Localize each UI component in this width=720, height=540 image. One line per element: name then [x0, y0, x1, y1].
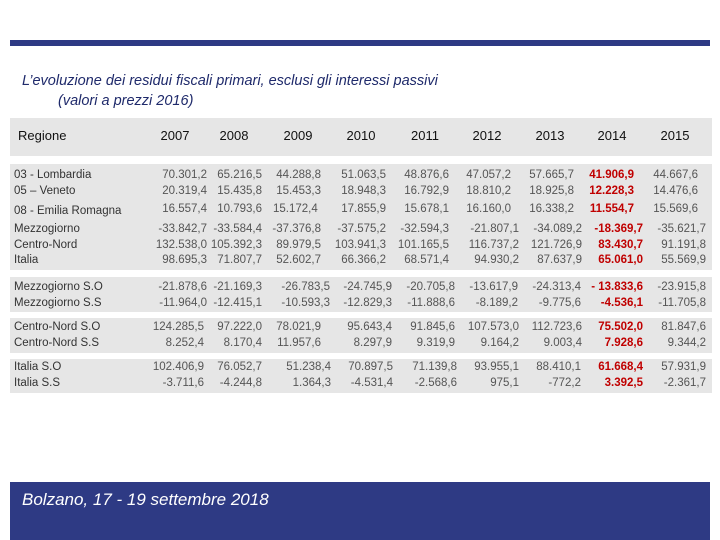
- table-cell: 16.338,2: [529, 203, 574, 215]
- table-cell: -24.745,9 -12.829,3: [343, 281, 392, 309]
- table-cell: 15.172,4: [273, 203, 318, 215]
- row-separator: [10, 312, 712, 318]
- table-cell: 70.897,5 -4.531,4: [348, 361, 393, 389]
- table-cell: -37.376,8 89.979,5 52.602,7: [272, 223, 321, 266]
- table-cell: 93.955,1 975,1: [474, 361, 519, 389]
- table-cell: 97.222,0 8.170,4: [217, 321, 262, 349]
- slide-title: [22, 71, 438, 111]
- top-accent-bar: [10, 40, 710, 46]
- table-cell: 10.793,6: [217, 203, 262, 215]
- table-cell: 16.160,0: [466, 203, 511, 215]
- region-label: 08 - Emilia Romagna: [14, 205, 122, 217]
- year-header: 2008: [219, 128, 249, 143]
- title-line-2: (valori a prezzi 2016): [58, 93, 194, 109]
- row-separator: [10, 156, 712, 164]
- table-cell: -32.594,3 101.165,5 68.571,4: [397, 223, 449, 266]
- table-cell: 81.847,6 9.344,2: [661, 321, 706, 349]
- table-cell: 51.238,4 1.364,3: [286, 361, 331, 389]
- year-header: 2015: [660, 128, 690, 143]
- table-cell-highlight: 75.502,0 7.928,6: [598, 321, 643, 349]
- table-cell: -23.915,8 -11.705,8: [657, 281, 706, 309]
- table-cell: -21.169,3 -12.415,1: [213, 281, 262, 309]
- table-cell: 44.288,8 15.453,3: [276, 169, 321, 197]
- year-header: 2014: [597, 128, 627, 143]
- table-cell: 78.021,9 11.957,6: [276, 321, 321, 349]
- table-cell-highlight: 41.906,9 12.228,3: [589, 169, 634, 197]
- table-cell: 48.876,6 16.792,9: [404, 169, 449, 197]
- table-cell: -21.807,1 116.737,2 94.930,2: [468, 223, 519, 266]
- row-separator: [10, 353, 712, 359]
- year-header: 2011: [411, 128, 439, 143]
- row-separator: [10, 270, 712, 277]
- region-label: Italia S.O Italia S.S: [14, 361, 62, 389]
- table-cell: 15.678,1: [404, 203, 449, 215]
- table-cell: 65.216,5 15.435,8: [217, 169, 262, 197]
- table-cell: -26.783,5 -10.593,3: [281, 281, 330, 309]
- table-cell-highlight: 61.668,4 3.392,5: [598, 361, 643, 389]
- table-cell: 88.410,1 -772,2: [536, 361, 581, 389]
- table-cell-highlight: - 13.833,6 -4.536,1: [591, 281, 643, 309]
- table-cell: 102.406,9 -3.711,6: [152, 361, 204, 389]
- table-cell: 51.063,5 18.948,3: [341, 169, 386, 197]
- table-cell: -34.089,2 121.726,9 87.637,9: [530, 223, 582, 266]
- year-header: 2007: [160, 128, 190, 143]
- region-label: Centro-Nord S.O Centro-Nord S.S: [14, 321, 101, 349]
- region-header: Regione: [18, 128, 67, 143]
- region-label: Mezzogiorno Centro-Nord Italia: [14, 223, 80, 266]
- table-cell: -24.313,4 -9.775,6: [532, 281, 581, 309]
- table-cell: -37.575,2 103.941,3 66.366,2: [334, 223, 386, 266]
- table-cell: 124.285,5 8.252,4: [152, 321, 204, 349]
- table-cell: 76.052,7 -4.244,8: [217, 361, 262, 389]
- table-cell: 15.569,6: [653, 203, 698, 215]
- year-header: 2009: [283, 128, 313, 143]
- table-cell: 71.139,8 -2.568,6: [412, 361, 457, 389]
- table-cell: 57.931,9 -2.361,7: [661, 361, 706, 389]
- region-label: 03 - Lombardia 05 – Veneto: [14, 169, 92, 197]
- table-cell-highlight: 11.554,7: [589, 203, 634, 215]
- table-cell: -21.878,6 -11.964,0: [158, 281, 207, 309]
- year-header: 2012: [472, 128, 502, 143]
- table-cell: 17.855,9: [341, 203, 386, 215]
- table-cell: -13.617,9 -8.189,2: [469, 281, 518, 309]
- footer-text: Bolzano, 17 - 19 settembre 2018: [22, 490, 269, 509]
- table-cell: -33.584,4 105.392,3 71.807,7: [210, 223, 262, 266]
- title-line-1: L’evoluzione dei residui fiscali primari, esclusi gli interessi passivi: [22, 73, 438, 89]
- table-cell: 44.667,6 14.476,6: [653, 169, 698, 197]
- year-header: 2013: [535, 128, 565, 143]
- table-cell: 70.301,2 20.319,4: [162, 169, 207, 197]
- table-cell: -20.705,8 -11.888,6: [406, 281, 455, 309]
- table-cell: 112.723,6 9.003,4: [531, 321, 582, 349]
- table-cell: 57.665,7 18.925,8: [529, 169, 574, 197]
- year-header: 2010: [346, 128, 376, 143]
- table-cell: 107.573,0 9.164,2: [467, 321, 519, 349]
- table-cell: 47.057,2 18.810,2: [466, 169, 511, 197]
- table-cell: 95.643,4 8.297,9: [347, 321, 392, 349]
- region-label: Mezzogiorno S.O Mezzogiorno S.S: [14, 281, 103, 309]
- table-cell: 91.845,6 9.319,9: [410, 321, 455, 349]
- table-cell: -33.842,7 132.538,0 98.695,3: [155, 223, 207, 266]
- table-cell: 16.557,4: [162, 203, 207, 215]
- table-cell-highlight: -18.369,7 83.430,7 65.061,0: [594, 223, 643, 266]
- table-cell: -35.621,7 91.191,8 55.569,9: [657, 223, 706, 266]
